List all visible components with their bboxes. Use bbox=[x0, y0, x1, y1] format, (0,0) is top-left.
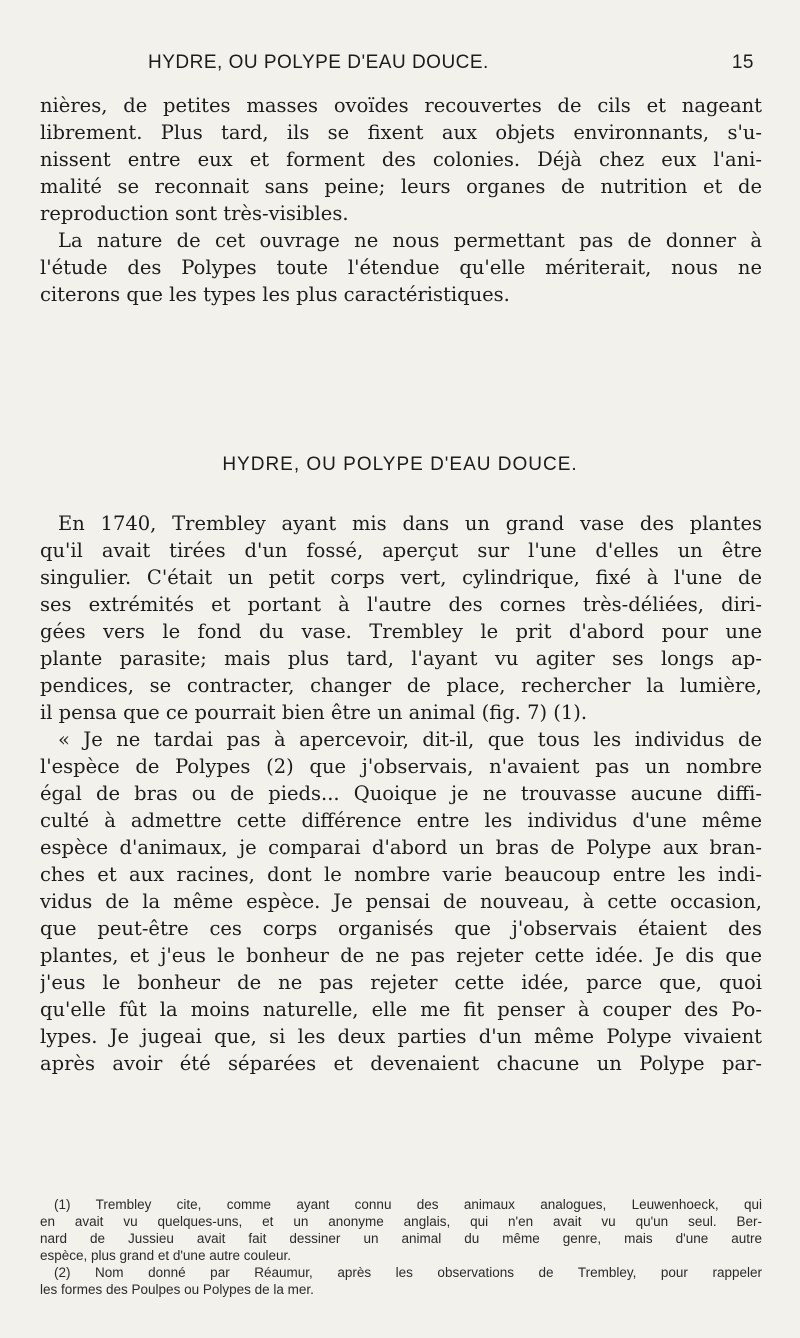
text-line: citerons que les types les plus caractéristiques. bbox=[40, 283, 510, 306]
footnote-line: (1) Trembley cite, comme ayant connu des animaux analogues, Leuwenhoeck, qui bbox=[54, 1197, 762, 1212]
running-title: HYDRE, OU POLYPE D'EAU DOUCE. bbox=[148, 52, 489, 73]
text-line: l'espèce de Polypes (2) que j'observais, n'avaient pas un nombre bbox=[40, 755, 762, 778]
text-line: En 1740, Trembley ayant mis dans un grand vase des plantes bbox=[58, 512, 762, 535]
text-line: vidus de la même espèce. Je pensai de nouveau, à cette occasion, bbox=[40, 890, 762, 913]
text-line: reproduction sont très-visibles. bbox=[40, 202, 349, 225]
text-line: culté à admettre cette différence entre les individus d'une même bbox=[40, 809, 762, 832]
footnote-line: nard de Jussieu avait fait dessiner un animal du même genre, mais d'une autre bbox=[40, 1231, 762, 1246]
footnote-line: les formes des Poulpes ou Polypes de la mer. bbox=[40, 1282, 314, 1297]
footnote-line: en avait vu quelques-uns, et un anonyme anglais, qui n'en avait vu qu'un seul. Ber- bbox=[40, 1214, 762, 1229]
text-line: pendices, se contracter, changer de place, rechercher la lumière, bbox=[40, 674, 762, 697]
text-line: La nature de cet ouvrage ne nous permettant pas de donner à bbox=[58, 229, 762, 252]
text-line: lypes. Je jugeai que, si les deux parties d'un même Polype vivaient bbox=[40, 1025, 762, 1048]
intro-text bbox=[40, 92, 762, 308]
section-title: HYDRE, OU POLYPE D'EAU DOUCE. bbox=[222, 454, 578, 475]
text-line: qu'elle fût la moins naturelle, elle me fit penser à couper des Po- bbox=[40, 998, 762, 1021]
text-line: gées vers le fond du vase. Trembley le prit d'abord pour une bbox=[40, 620, 762, 643]
text-line: égal de bras ou de pieds... Quoique je ne trouvasse aucune diffi- bbox=[40, 782, 762, 805]
text-line: qu'il avait tirées d'un fossé, aperçut sur l'une d'elles un être bbox=[40, 539, 762, 562]
text-line: singulier. C'était un petit corps vert, cylindrique, fixé à l'une de bbox=[40, 566, 762, 589]
footnote-line: (2) Nom donné par Réaumur, après les observations de Trembley, pour rappeler bbox=[54, 1265, 762, 1280]
text-line: l'étude des Polypes toute l'étendue qu'elle mériterait, nous ne bbox=[40, 256, 762, 279]
page-number: 15 bbox=[731, 52, 754, 73]
main-text bbox=[40, 510, 762, 1077]
text-line: nières, de petites masses ovoïdes recouvertes de cils et nageant bbox=[40, 94, 762, 117]
text-line: plante parasite; mais plus tard, l'ayant vu agiter ses longs ap- bbox=[40, 647, 762, 670]
text-line: que peut-être ces corps organisés que j'observais étaient des bbox=[40, 917, 762, 940]
text-line: nissent entre eux et forment des colonies. Déjà chez eux l'ani- bbox=[40, 148, 762, 171]
footnote-line: espèce, plus grand et d'une autre couleur. bbox=[40, 1248, 292, 1263]
text-line: « Je ne tardai pas à apercevoir, dit-il, que tous les individus de bbox=[58, 728, 762, 751]
footnotes bbox=[40, 1196, 762, 1298]
text-line: après avoir été séparées et devenaient chacune un Polype par- bbox=[40, 1052, 762, 1075]
text-line: ses extrémités et portant à l'autre des cornes très-déliées, diri- bbox=[40, 593, 762, 616]
text-line: plantes, et j'eus le bonheur de ne pas rejeter cette idée. Je dis que bbox=[40, 944, 762, 967]
text-line: ches et aux racines, dont le nombre varie beaucoup entre les indi- bbox=[40, 863, 762, 886]
text-line: malité se reconnait sans peine; leurs organes de nutrition et de bbox=[40, 175, 762, 198]
text-line: il pensa que ce pourrait bien être un animal (fig. 7) (1). bbox=[40, 701, 588, 724]
text-line: j'eus le bonheur de ne pas rejeter cette idée, parce que, quoi bbox=[40, 971, 762, 994]
text-line: librement. Plus tard, ils se fixent aux objets environnants, s'u- bbox=[40, 121, 762, 144]
text-line: espèce d'animaux, je comparai d'abord un bras de Polype aux bran- bbox=[40, 836, 762, 859]
